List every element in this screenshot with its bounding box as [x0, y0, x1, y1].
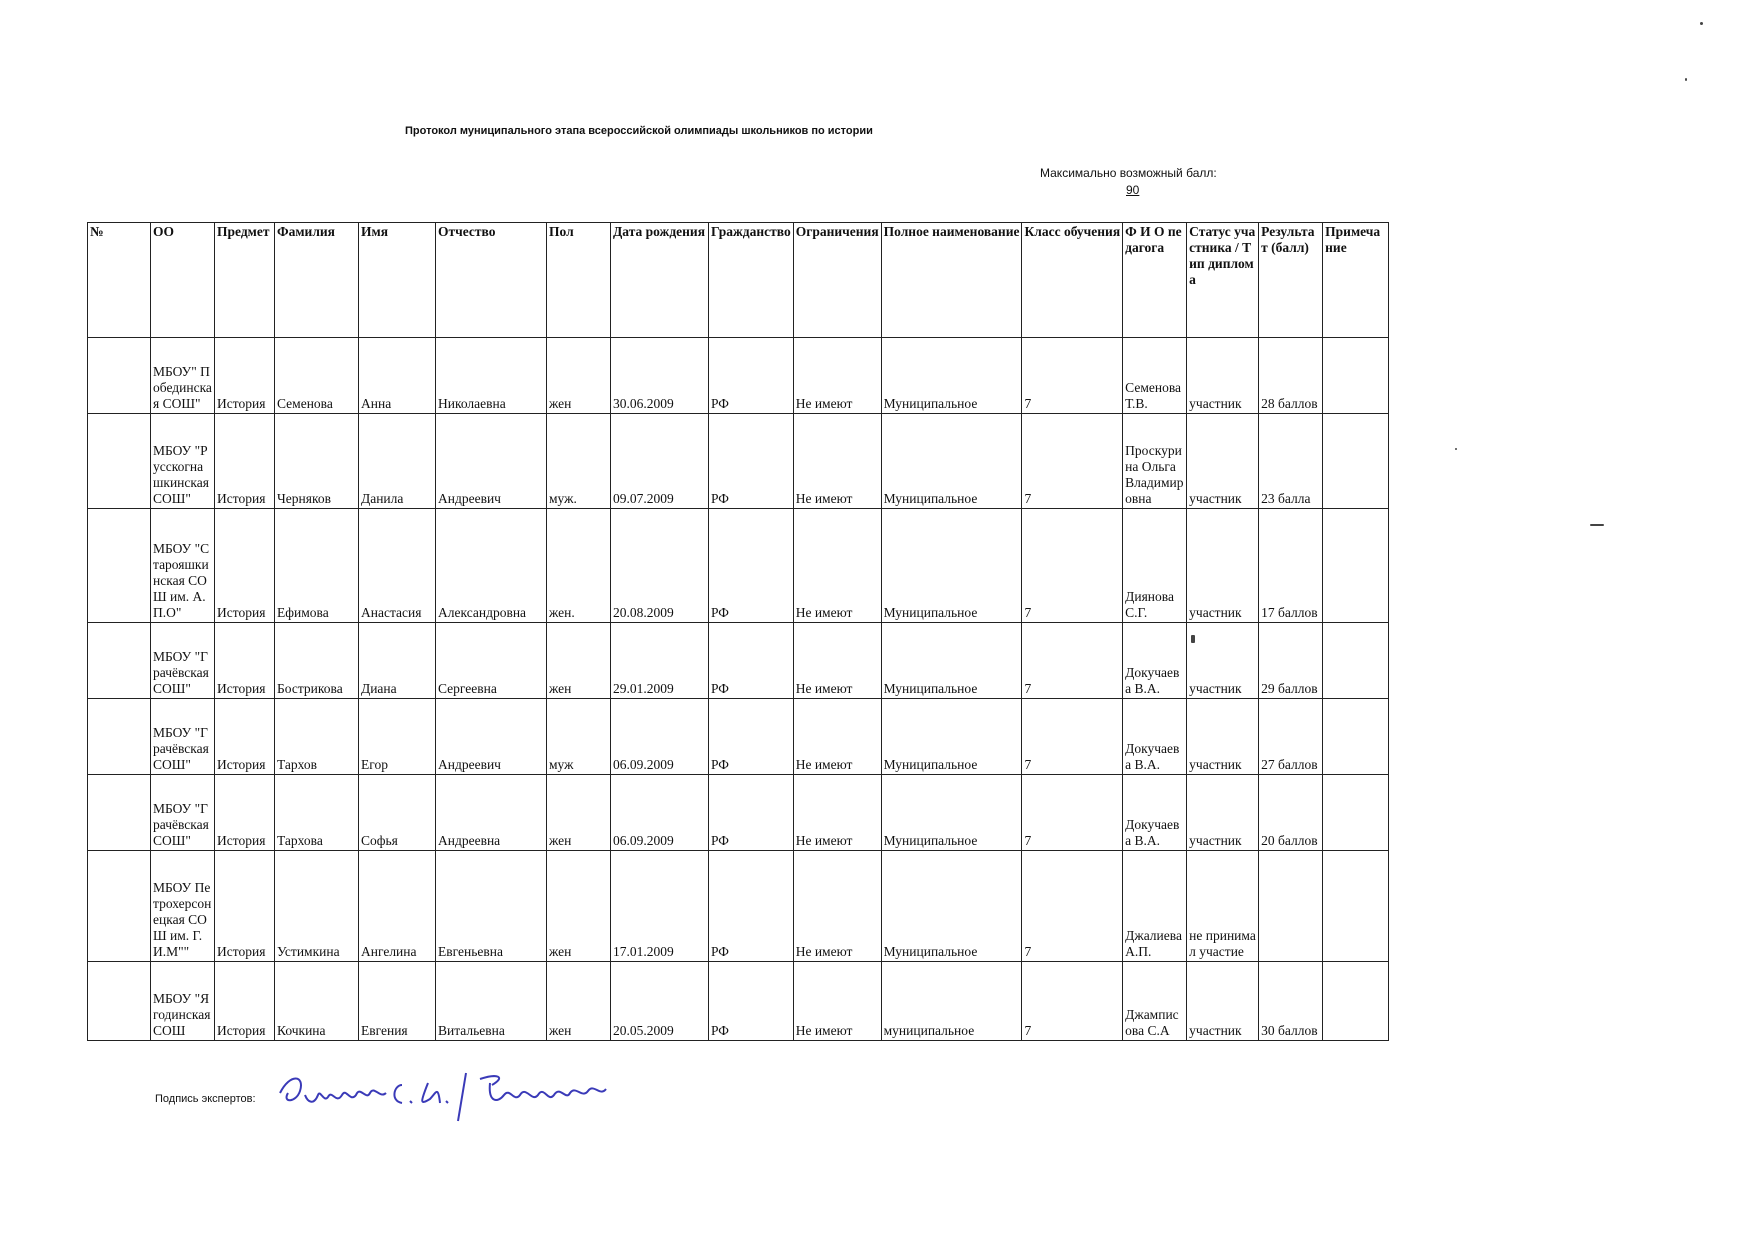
limits-cell: Не имеют: [793, 775, 881, 851]
teacher-cell: Семенова Т.В.: [1123, 338, 1187, 414]
patronymic-cell: Евгеньевна: [436, 851, 547, 962]
grade-cell: 7: [1022, 414, 1123, 509]
surname-cell: Ефимова: [275, 509, 359, 623]
max-score-value: 90: [1126, 183, 1140, 197]
table-row: [88, 775, 1389, 851]
table-row: [88, 962, 1389, 1041]
surname-cell: Черняков: [275, 414, 359, 509]
patronymic-cell: Андреевич: [436, 414, 547, 509]
result-cell: 20 баллов: [1259, 775, 1323, 851]
name-cell: Ангелина: [359, 851, 436, 962]
result-cell: [1259, 851, 1323, 962]
header-citizenship: Гражданство: [709, 223, 794, 338]
fullname-cell: Муниципальное: [881, 775, 1022, 851]
school-cell: МБОУ "Грачёвская СОШ": [151, 775, 215, 851]
surname-cell: Устимкина: [275, 851, 359, 962]
citizenship-cell: РФ: [709, 851, 794, 962]
surname-cell: Кочкина: [275, 962, 359, 1041]
header-birthdate: Дата рождения: [611, 223, 709, 338]
sex-cell: жен: [547, 962, 611, 1041]
status-cell: участник: [1187, 962, 1259, 1041]
sex-cell: жен: [547, 338, 611, 414]
patronymic-cell: Андреевна: [436, 775, 547, 851]
row-number: [88, 775, 151, 851]
grade-cell: 7: [1022, 775, 1123, 851]
result-cell: 28 баллов: [1259, 338, 1323, 414]
fullname-cell: Муниципальное: [881, 509, 1022, 623]
citizenship-cell: РФ: [709, 414, 794, 509]
max-score-label: Максимально возможный балл:: [1040, 166, 1217, 180]
note-cell: [1323, 699, 1389, 775]
school-cell: МБОУ" Побединская СОШ": [151, 338, 215, 414]
surname-cell: Тархов: [275, 699, 359, 775]
note-cell: [1323, 338, 1389, 414]
birthdate-cell: 09.07.2009: [611, 414, 709, 509]
note-cell: [1323, 509, 1389, 623]
subject-cell: История: [215, 851, 275, 962]
table-row: [88, 623, 1389, 699]
fullname-cell: Муниципальное: [881, 623, 1022, 699]
patronymic-cell: Сергеевна: [436, 623, 547, 699]
citizenship-cell: РФ: [709, 338, 794, 414]
name-cell: Евгения: [359, 962, 436, 1041]
row-number: [88, 509, 151, 623]
citizenship-cell: РФ: [709, 775, 794, 851]
row-number: [88, 623, 151, 699]
citizenship-cell: РФ: [709, 699, 794, 775]
scan-speck: [1455, 448, 1457, 450]
subject-cell: История: [215, 509, 275, 623]
name-cell: Софья: [359, 775, 436, 851]
sex-cell: муж.: [547, 414, 611, 509]
grade-cell: 7: [1022, 851, 1123, 962]
status-cell: участник: [1187, 414, 1259, 509]
grade-cell: 7: [1022, 338, 1123, 414]
subject-cell: История: [215, 962, 275, 1041]
teacher-cell: Докучаева В.А.: [1123, 699, 1187, 775]
school-cell: МБОУ "Грачёвская СОШ": [151, 699, 215, 775]
header-num: №: [88, 223, 151, 338]
result-cell: 23 балла: [1259, 414, 1323, 509]
limits-cell: Не имеют: [793, 962, 881, 1041]
scan-speck: [1700, 22, 1703, 25]
fullname-cell: Муниципальное: [881, 338, 1022, 414]
birthdate-cell: 29.01.2009: [611, 623, 709, 699]
limits-cell: Не имеют: [793, 414, 881, 509]
scan-speck: [1191, 635, 1195, 643]
limits-cell: Не имеют: [793, 623, 881, 699]
patronymic-cell: Андреевич: [436, 699, 547, 775]
school-cell: МБОУ "Ягодинская СОШ: [151, 962, 215, 1041]
row-number: [88, 414, 151, 509]
table-row: [88, 509, 1389, 623]
note-cell: [1323, 775, 1389, 851]
birthdate-cell: 06.09.2009: [611, 775, 709, 851]
note-cell: [1323, 962, 1389, 1041]
surname-cell: Семенова: [275, 338, 359, 414]
citizenship-cell: РФ: [709, 623, 794, 699]
sex-cell: жен.: [547, 509, 611, 623]
patronymic-cell: Николаевна: [436, 338, 547, 414]
table-header-row: [88, 223, 1389, 338]
grade-cell: 7: [1022, 962, 1123, 1041]
name-cell: Анастасия: [359, 509, 436, 623]
citizenship-cell: РФ: [709, 509, 794, 623]
header-status: Статус участника / Тип диплома: [1187, 223, 1259, 338]
scan-speck: [1685, 78, 1687, 81]
fullname-cell: муниципальное: [881, 962, 1022, 1041]
name-cell: Диана: [359, 623, 436, 699]
status-cell: участник: [1187, 509, 1259, 623]
results-table: [87, 222, 1389, 1041]
birthdate-cell: 20.05.2009: [611, 962, 709, 1041]
school-cell: МБОУ "Старояшкинская СОШ им. А.П.О": [151, 509, 215, 623]
handwritten-signature: [270, 1063, 690, 1133]
status-cell: участник: [1187, 775, 1259, 851]
table-row: [88, 338, 1389, 414]
teacher-cell: Диянова С.Г.: [1123, 509, 1187, 623]
patronymic-cell: Витальевна: [436, 962, 547, 1041]
row-number: [88, 962, 151, 1041]
birthdate-cell: 06.09.2009: [611, 699, 709, 775]
limits-cell: Не имеют: [793, 851, 881, 962]
result-cell: 30 баллов: [1259, 962, 1323, 1041]
surname-cell: Тархова: [275, 775, 359, 851]
limits-cell: Не имеют: [793, 509, 881, 623]
header-sex: Пол: [547, 223, 611, 338]
limits-cell: Не имеют: [793, 699, 881, 775]
fullname-cell: Муниципальное: [881, 414, 1022, 509]
subject-cell: История: [215, 623, 275, 699]
note-cell: [1323, 851, 1389, 962]
sex-cell: жен: [547, 775, 611, 851]
note-cell: [1323, 623, 1389, 699]
teacher-cell: Докучаева В.А.: [1123, 623, 1187, 699]
sex-cell: жен: [547, 623, 611, 699]
note-cell: [1323, 414, 1389, 509]
table-row: [88, 699, 1389, 775]
citizenship-cell: РФ: [709, 962, 794, 1041]
scan-speck: [1590, 524, 1604, 526]
header-surname: Фамилия: [275, 223, 359, 338]
row-number: [88, 338, 151, 414]
document-title: Протокол муниципального этапа всероссийской олимпиады школьников по истории: [405, 125, 873, 137]
table-row: [88, 851, 1389, 962]
sex-cell: жен: [547, 851, 611, 962]
name-cell: Данила: [359, 414, 436, 509]
row-number: [88, 851, 151, 962]
header-limits: Ограничения: [793, 223, 881, 338]
row-number: [88, 699, 151, 775]
school-cell: МБОУ "Грачёвская СОШ": [151, 623, 215, 699]
status-cell: участник: [1187, 623, 1259, 699]
header-name: Имя: [359, 223, 436, 338]
grade-cell: 7: [1022, 509, 1123, 623]
status-cell: участник: [1187, 699, 1259, 775]
header-school: ОО: [151, 223, 215, 338]
birthdate-cell: 17.01.2009: [611, 851, 709, 962]
grade-cell: 7: [1022, 623, 1123, 699]
subject-cell: История: [215, 338, 275, 414]
fullname-cell: Муниципальное: [881, 851, 1022, 962]
teacher-cell: Докучаева В.А.: [1123, 775, 1187, 851]
status-cell: не принимал участие: [1187, 851, 1259, 962]
signature-label: Подпись экспертов:: [155, 1093, 256, 1105]
name-cell: Анна: [359, 338, 436, 414]
sex-cell: муж: [547, 699, 611, 775]
header-subject: Предмет: [215, 223, 275, 338]
header-patronymic: Отчество: [436, 223, 547, 338]
school-cell: МБОУ Петрохерсонецкая СОШ им. Г.И.М"": [151, 851, 215, 962]
birthdate-cell: 30.06.2009: [611, 338, 709, 414]
grade-cell: 7: [1022, 699, 1123, 775]
header-grade: Класс обучения: [1022, 223, 1123, 338]
birthdate-cell: 20.08.2009: [611, 509, 709, 623]
header-result: Результат (балл): [1259, 223, 1323, 338]
teacher-cell: Джалиева А.П.: [1123, 851, 1187, 962]
limits-cell: Не имеют: [793, 338, 881, 414]
surname-cell: Бострикова: [275, 623, 359, 699]
name-cell: Егор: [359, 699, 436, 775]
subject-cell: История: [215, 414, 275, 509]
patronymic-cell: Александровна: [436, 509, 547, 623]
table-row: [88, 414, 1389, 509]
subject-cell: История: [215, 699, 275, 775]
subject-cell: История: [215, 775, 275, 851]
teacher-cell: Проскурина Ольга Владимировна: [1123, 414, 1187, 509]
header-teacher: Ф И О педагога: [1123, 223, 1187, 338]
status-cell: участник: [1187, 338, 1259, 414]
teacher-cell: Джамписова С.А: [1123, 962, 1187, 1041]
header-note: Примечание: [1323, 223, 1389, 338]
school-cell: МБОУ "Русскогнашкинская СОШ": [151, 414, 215, 509]
result-cell: 27 баллов: [1259, 699, 1323, 775]
fullname-cell: Муниципальное: [881, 699, 1022, 775]
header-fullname: Полное наименование: [881, 223, 1022, 338]
result-cell: 29 баллов: [1259, 623, 1323, 699]
result-cell: 17 баллов: [1259, 509, 1323, 623]
